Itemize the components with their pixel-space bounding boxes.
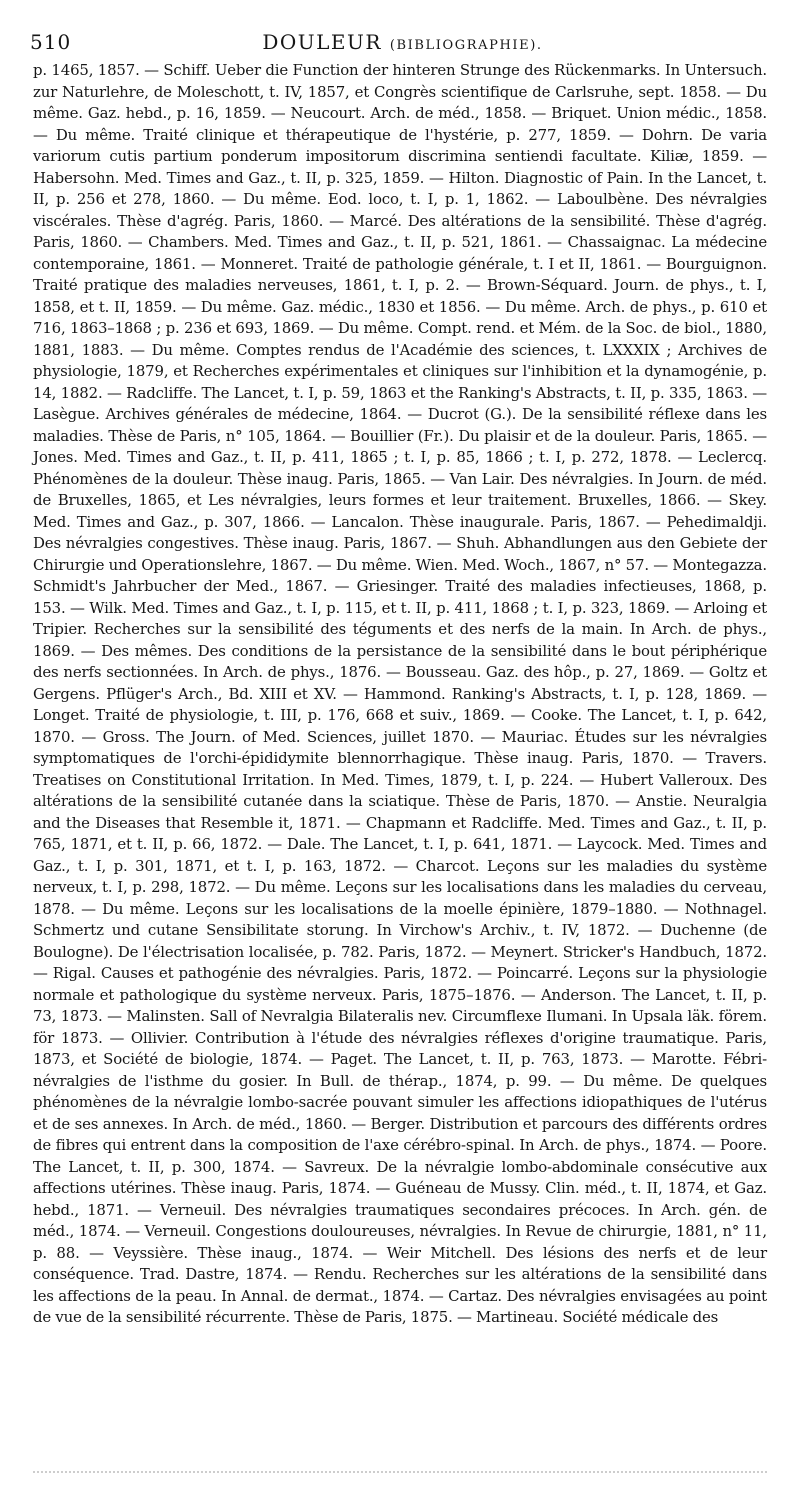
running-title-subtitle: (BIBLIOGRAPHIE). <box>389 38 543 53</box>
page-number: 510 <box>30 30 72 54</box>
running-title <box>30 30 775 54</box>
bibliography-text: p. 1465, 1857. — Schiff. Ueber die Function der hinteren Strunge des Rückenmarks. In Untersuch. zur Naturlehre, de Moleschott, t. IV, 1857, et Congrès scientifique de Carlsruhe, sept. 1858. — Du même. Gaz. hebd., p. 16, 1859. — Neucourt. Arch. de méd., 1858. — Briquet. Union médic., 1858. — Du même. Traité clinique et thérapeutique de l'hystérie, p. 277, 1859. — Dohrn. De varia variorum cutis partium ponderum impositorum discrimina sentiendi facultate. Kiliæ, 1859. — Habersohn. Med. Times and Gaz., t. II, p. 325, 1859. — Hilton. Diagnostic of Pain. In the Lancet, t. II, p. 256 et 278, 1860. — Du même. Eod. loco, t. I, p. 1, 1862. — Laboulbène. Des névralgies viscérales. Thèse d'agrég. Paris, 1860. — Marcé. Des altérations de la sensibilité. Thèse d'agrég. Paris, 1860. — Chambers. Med. Times and Gaz., t. II, p. 521, 1861. — Chassaignac. La médecine contemporaine, 1861. — Monneret. Traité de pathologie générale, t. I et II, 1861. — Bourguignon. Traité pratique des maladies nerveuses, 1861, t. I, p. 2. — Brown-Séquard. Journ. de phys., t. I, 1858, et t. II, 1859. — Du même. Gaz. médic., 1830 et 1856. — Du même. Arch. de phys., p. 610 et 716, 1863–1868 ; p. 236 et 693, 1869. — Du même. Compt. rend. et Mém. de la Soc. de biol., 1880, 1881, 1883. — Du même. Comptes rendus de l'Académie des sciences, t. LXXXIX ; Archives de physiologie, 1879, et Recherches expérimentales et cliniques sur l'inhibition et la dynamogénie, p. 14, 1882. — Radcliffe. The Lancet, t. I, p. 59, 1863 et the Ranking's Abstracts, t. II, p. 335, 1863. — Lasègue. Archives générales de médecine, 1864. — Ducrot (G.). De la sensibilité réflexe dans les maladies. Thèse de Paris, n° 105, 1864. — Bouillier (Fr.). Du plaisir et de la douleur. Paris, 1865. — Jones. Med. Times and Gaz., t. II, p. 411, 1865 ; t. I, p. 85, 1866 ; t. I, p. 272, 1878. — Leclercq. Phénomènes de la douleur. Thèse inaug. Paris, 1865. — Van Lair. Des névralgies. In Journ. de méd. de Bruxelles, 1865, et Les névralgies, leurs formes et leur traitement. Bruxelles, 1866. — Skey. Med. Times and Gaz., p. 307, 1866. — Lancalon. Thèse inaugurale. Paris, 1867. — Pehedimaldji. Des névralgies congestives. Thèse inaug. Paris, 1867. — Shuh. Abhandlungen aus den Gebiete der Chirurgie und Operationslehre, 1867. — Du même. Wien. Med. Woch., 1867, n° 57. — Montegazza. Schmidt's Jahrbucher der Med., 1867. — Griesinger. Traité des maladies infectieuses, 1868, p. 153. — Wilk. Med. Times and Gaz., t. I, p. 115, et t. II, p. 411, 1868 ; t. I, p. 323, 1869. — Arloing et Tripier. Recherches sur la sensibilité des téguments et des nerfs de la main. In Arch. de phys., 1869. — Des mêmes. Des conditions de la persistance de la sensibilité dans le bout périphérique des nerfs sectionnées. In Arch. de phys., 1876. — Bousseau. Gaz. des hôp., p. 27, 1869. — Goltz et Gergens. Pflüger's Arch., Bd. XIII et XV. — Hammond. Ranking's Abstracts, t. I, p. 128, 1869. — Longet. Traité de physiologie, t. III, p. 176, 668 et suiv., 1869. — Cooke. The Lancet, t. I, p. 642, 1870. — Gross. The Journ. of Med. Sciences, juillet 1870. — Mauriac. Études sur les névralgies symptomatiques de l'orchi-épididymite blennorrhagique. Thèse inaug. Paris, 1870. — Travers. Treatises on Constitutional Irritation. In Med. Times, 1879, t. I, p. 224. — Hubert Valleroux. Des altérations de la sensibilité cutanée dans la sciatique. Thèse de Paris, 1870. — Anstie. Neuralgia and the Diseases that Resemble it, 1871. — Chapmann et Radcliffe. Med. Times and Gaz., t. II, p. 765, 1871, et t. II, p. 66, 1872. — Dale. The Lancet, t. I, p. 641, 1871. — Laycock. Med. Times and Gaz., t. I, p. 301, 1871, et t. I, p. 163, 1872. — Charcot. Leçons sur les maladies du système nerveux, t. I, p. 298, 1872. — Du même. Leçons sur les localisations dans les maladies du cerveau, 1878. — Du même. Leçons sur les localisations de la moelle épinière, 1879–1880. — Nothnagel. Schmertz und cutane Sensibilitate storung. In Virchow's Archiv., t. IV, 1872. — Duchenne (de Boulogne). De l'électrisation localisée, p. 782. Paris, 1872. — Meynert. Stricker's Handbuch, 1872. — Rigal. Causes et pathogénie des névralgies. Paris, 1872. — Poincarré. Leçons sur la physiologie normale et pathologique du système nerveux. Paris, 1875–1876. — Anderson. The Lancet, t. II, p. 73, 1873. — Malinsten. Sall of Nevralgia Bilateralis nev. Circumflexe Ilumani. In Upsala läk. förem. för 1873. — Ollivier. Contribution à l'étude des névralgies réflexes d'origine traumatique. Paris, 1873, et Société de biologie, 1874. — Paget. The Lancet, t. II, p. 763, 1873. — Marotte. Fébri-névralgies de l'isthme du gosier. In Bull. de thérap., 1874, p. 99. — Du même. De quelques phénomènes de la névralgie lombo-sacrée pouvant simuler les affections idiopathiques de l'utérus et de ses annexes. In Arch. de méd., 1860. — Berger. Distribution et parcours des différents ordres de fibres qui entrent dans la composition de l'axe cérébro-spinal. In Arch. de phys., 1874. — Poore. The Lancet, t. II, p. 300, 1874. — Savreux. De la névralgie lombo-abdominale consécutive aux affections utérines. Thèse inaug. Paris, 1874. — Guéneau de Mussy. Clin. méd., t. II, 1874, et Gaz. hebd., 1871. — Verneuil. Des névralgies traumatiques secondaires précoces. In Arch. gén. de méd., 1874. — Verneuil. Congestions douloureuses, névralgies. In Revue de chirurgie, 1881, n° 11, p. 88. — Veyssière. Thèse inaug., 1874. — Weir Mitchell. Des lésions des nerfs et de leur conséquence. Trad. Dastre, 1874. — Rendu. Recherches sur les altérations de la sensibilité dans les affections de la peau. In Annal. de dermat., 1874. — Cartaz. Des névralgies envisagées au point de vue de la sensibilité récurrente. Thèse de Paris, 1875. — Martineau. Société médicale des <box>33 61 767 1326</box>
running-title-main: DOULEUR <box>262 30 382 54</box>
page-header <box>30 28 775 60</box>
footer-rule <box>33 1471 767 1475</box>
